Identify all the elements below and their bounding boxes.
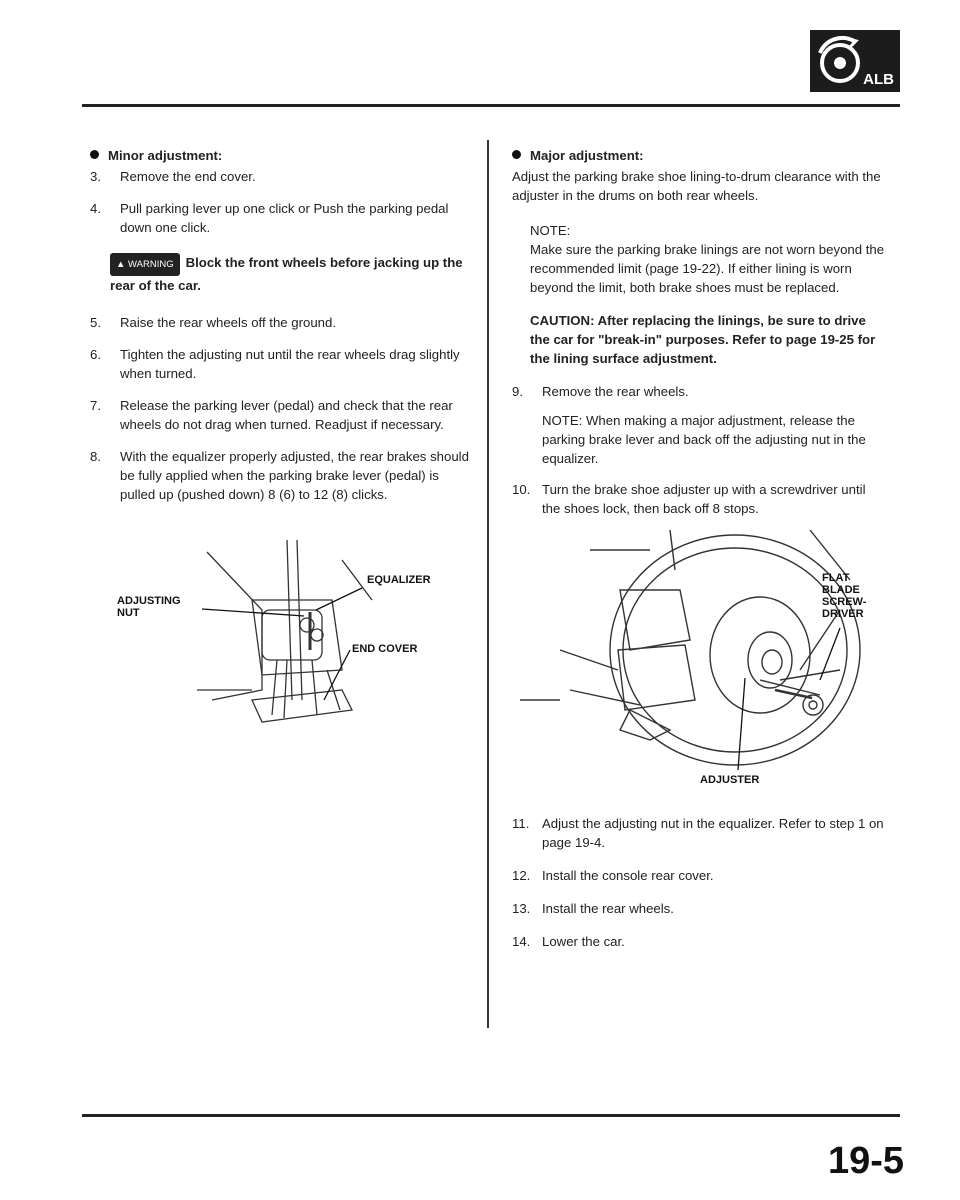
step-number: 3. — [90, 169, 101, 184]
step-3 — [90, 167, 470, 186]
right-column — [512, 146, 887, 518]
warning-badge: ▲ WARNING — [110, 253, 180, 276]
note-text: Make sure the parking brake linings are not worn beyond the recommended limit (page 19-22). If either lining is worn beyond the limit, both brake shoes must be replaced. — [530, 242, 885, 295]
step-9 — [512, 382, 887, 401]
step-number: 10. — [512, 482, 531, 497]
step-8 — [90, 447, 470, 504]
brake-drum-figure — [520, 530, 890, 800]
step-14 — [512, 932, 887, 951]
brake-drum-illustration — [520, 530, 890, 800]
equalizer-illustration — [112, 540, 472, 740]
page-number: 19-5 — [828, 1140, 905, 1182]
equalizer-label: EQUALIZER — [367, 574, 431, 586]
step-number: 5. — [90, 315, 101, 330]
step-number: 14. — [512, 934, 531, 949]
right-column-lower — [512, 814, 887, 951]
step-5 — [90, 313, 470, 332]
adjusting-nut-label: ADJUSTING NUT — [117, 595, 181, 619]
step-4 — [90, 199, 470, 237]
step-number: 8. — [90, 449, 101, 464]
step-number: 9. — [512, 384, 523, 399]
step-text: Lower the car. — [542, 934, 625, 949]
step-number: 7. — [90, 398, 101, 413]
left-column — [90, 146, 470, 504]
step-text: Install the console rear cover. — [542, 868, 714, 883]
step-12 — [512, 866, 887, 885]
warning-block — [110, 253, 470, 295]
step-7 — [90, 396, 470, 434]
step-number: 4. — [90, 201, 101, 216]
badge-label: ALB — [863, 71, 894, 88]
warning-text: Block the front wheels before jacking up the rear of the car. — [110, 255, 463, 293]
step-10 — [512, 480, 887, 518]
caution-text: CAUTION: After replacing the linings, be sure to drive the car for "break-in" purposes. Refer to page 19-25 for the lining surface adjustment. — [530, 313, 876, 366]
bullet-icon — [90, 150, 99, 159]
adjuster-label: ADJUSTER — [700, 774, 760, 786]
step-text: Adjust the adjusting nut in the equalizer. Refer to step 1 on page 19-4. — [542, 816, 884, 850]
step-text: Remove the rear wheels. — [542, 384, 689, 399]
step-text: Tighten the adjusting nut until the rear wheels drag slightly when turned. — [120, 347, 460, 381]
major-adjustment-heading: Major adjustment: — [512, 146, 887, 165]
step-11 — [512, 814, 887, 852]
note-label: NOTE: — [530, 223, 571, 238]
step-number: 13. — [512, 901, 531, 916]
top-rule — [82, 104, 900, 107]
step-9-note: NOTE: When making a major adjustment, release the parking brake lever and back off the adjusting nut in the equalizer. — [542, 413, 866, 466]
step-text: With the equalizer properly adjusted, the rear brakes should be fully applied when the parking brake lever (pedal) is pulled up (pushed down) 8 (6) to 12 (8) clicks. — [120, 449, 469, 502]
equalizer-figure — [112, 540, 472, 740]
step-number: 11. — [512, 816, 530, 831]
section-badge — [810, 30, 900, 92]
step-number: 6. — [90, 347, 101, 362]
step-text: Install the rear wheels. — [542, 901, 674, 916]
major-intro: Adjust the parking brake shoe lining-to-drum clearance with the adjuster in the drums on both rear wheels. — [512, 169, 881, 203]
step-text: Release the parking lever (pedal) and check that the rear wheels do not drag when turned. Readjust if necessary. — [120, 398, 453, 432]
column-divider — [487, 140, 489, 1028]
step-text: Remove the end cover. — [120, 169, 256, 184]
end-cover-label: END COVER — [352, 643, 418, 655]
bottom-rule — [82, 1114, 900, 1117]
step-text: Turn the brake shoe adjuster up with a screwdriver until the shoes lock, then back off 8 stops. — [542, 482, 866, 516]
step-6 — [90, 345, 470, 383]
minor-adjustment-heading: Minor adjustment: — [90, 146, 470, 165]
step-number: 12. — [512, 868, 531, 883]
step-13 — [512, 899, 887, 918]
step-text: Raise the rear wheels off the ground. — [120, 315, 337, 330]
bullet-icon — [512, 150, 521, 159]
flat-blade-screwdriver-label: FLAT BLADE SCREW- DRIVER — [822, 572, 867, 620]
step-text: Pull parking lever up one click or Push the parking pedal down one click. — [120, 201, 449, 235]
